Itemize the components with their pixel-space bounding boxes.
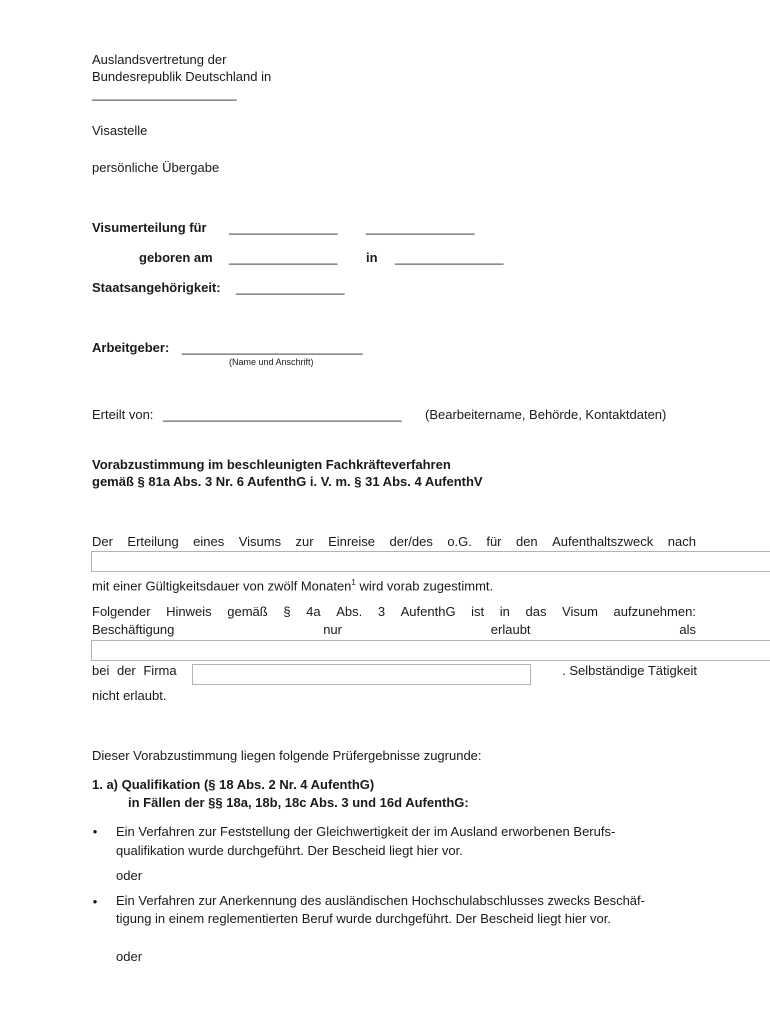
visastelle-label: Visastelle (92, 123, 148, 138)
section-title-line-1: Vorabzustimmung im beschleunigten Fachkräfteverfahren (92, 457, 451, 472)
word: Einreise (328, 534, 376, 549)
word: AufenthG (400, 604, 456, 619)
authority-location-blank: ____________________ (92, 86, 237, 101)
nationality-blank: _______________ (236, 280, 345, 295)
born-blank: _______________ (229, 250, 338, 265)
bullet-icon: • (92, 894, 98, 909)
delivery-note: persönliche Übergabe (92, 160, 220, 175)
visa-for-blank-2: _______________ (366, 220, 475, 235)
word: erlaubt (490, 622, 531, 637)
nationality-label: Staatsangehörigkeit: (92, 280, 221, 295)
word: ist (471, 604, 485, 619)
employer-blank: _________________________ (182, 340, 363, 355)
word: für (486, 534, 502, 549)
employer-label: Arbeitgeber: (92, 340, 170, 355)
word: Abs. (336, 604, 363, 619)
birthplace-blank: _______________ (395, 250, 504, 265)
issued-by-hint: (Bearbeitername, Behörde, Kontaktdaten) (425, 407, 667, 422)
or-label-2: oder (116, 949, 143, 964)
word: Visum (562, 604, 598, 619)
word: § (283, 604, 291, 619)
or-label-1: oder (116, 868, 143, 883)
occupation-input[interactable] (91, 640, 770, 661)
company-prefix: bei der Firma (92, 663, 177, 678)
word: 3 (377, 604, 386, 619)
purpose-input[interactable] (91, 551, 770, 572)
authority-line-2: Bundesrepublik Deutschland in (92, 69, 272, 84)
word: aufzunehmen: (613, 604, 696, 619)
word: 4a (306, 604, 321, 619)
word: nach (667, 534, 696, 549)
employer-hint: (Name und Anschrift) (229, 357, 314, 367)
footnote-marker: 1 (351, 578, 356, 587)
birthplace-label: in (366, 250, 378, 265)
check-item-2-line-2: tigung in einem reglementierten Beruf wurde durchgeführt. Der Bescheid liegt hier vor. (116, 911, 611, 926)
issued-by-label: Erteilt von: (92, 407, 154, 422)
word: Folgender (92, 604, 151, 619)
word: den (515, 534, 538, 549)
notice-line-2 (92, 622, 696, 638)
word: in (499, 604, 510, 619)
authority-line-1: Auslandsvertretung der (92, 52, 227, 67)
check-item-2-line-1: Ein Verfahren zur Anerkennung des ausländischen Hochschulabschlusses zwecks Beschäf- (116, 893, 645, 908)
word: eines (193, 534, 225, 549)
word: das (525, 604, 547, 619)
visa-for-label: Visumerteilung für (92, 220, 207, 235)
word: Hinweis (166, 604, 212, 619)
word: nur (323, 622, 342, 637)
issued-by-blank: _________________________________ (163, 407, 402, 422)
word: Erteilung (127, 534, 179, 549)
checks-heading-2: in Fällen der §§ 18a, 18b, 18c Abs. 3 und 16d AufenthG: (128, 795, 469, 810)
word: Beschäftigung (92, 622, 175, 637)
consent-line (92, 534, 696, 550)
word: o.G. (447, 534, 472, 549)
company-input[interactable] (192, 664, 531, 685)
born-label: geboren am (139, 250, 213, 265)
self-employment-note: nicht erlaubt. (92, 688, 167, 703)
check-item-1-line-2: qualifikation wurde durchgeführt. Der Bescheid liegt hier vor. (116, 843, 463, 858)
bullet-icon: • (92, 824, 98, 839)
checks-intro: Dieser Vorabzustimmung liegen folgende Prüfergebnisse zugrunde: (92, 748, 482, 763)
check-item-1-line-1: Ein Verfahren zur Feststellung der Gleichwertigkeit der im Ausland erworbenen Berufs- (116, 824, 616, 839)
notice-line (92, 604, 696, 620)
word: zur (295, 534, 314, 549)
visa-for-blank-1: _______________ (229, 220, 338, 235)
word: als (679, 622, 696, 637)
validity-suffix: wird vorab zugestimmt. (355, 578, 494, 594)
word: der/des (389, 534, 433, 549)
validity-line (92, 575, 493, 594)
section-title-line-2: gemäß § 81a Abs. 3 Nr. 6 AufenthG i. V. m. § 31 Abs. 4 AufenthV (92, 474, 483, 489)
word: Aufenthaltszweck (552, 534, 654, 549)
word: gemäß (227, 604, 268, 619)
word: Der (92, 534, 113, 549)
checks-heading-1: 1. a) Qualifikation (§ 18 Abs. 2 Nr. 4 AufenthG) (92, 777, 375, 792)
company-suffix: . Selbständige Tätigkeit (562, 663, 697, 678)
word: Visums (238, 534, 282, 549)
validity-text: mit einer Gültigkeitsdauer von zwölf Monaten (92, 578, 352, 594)
